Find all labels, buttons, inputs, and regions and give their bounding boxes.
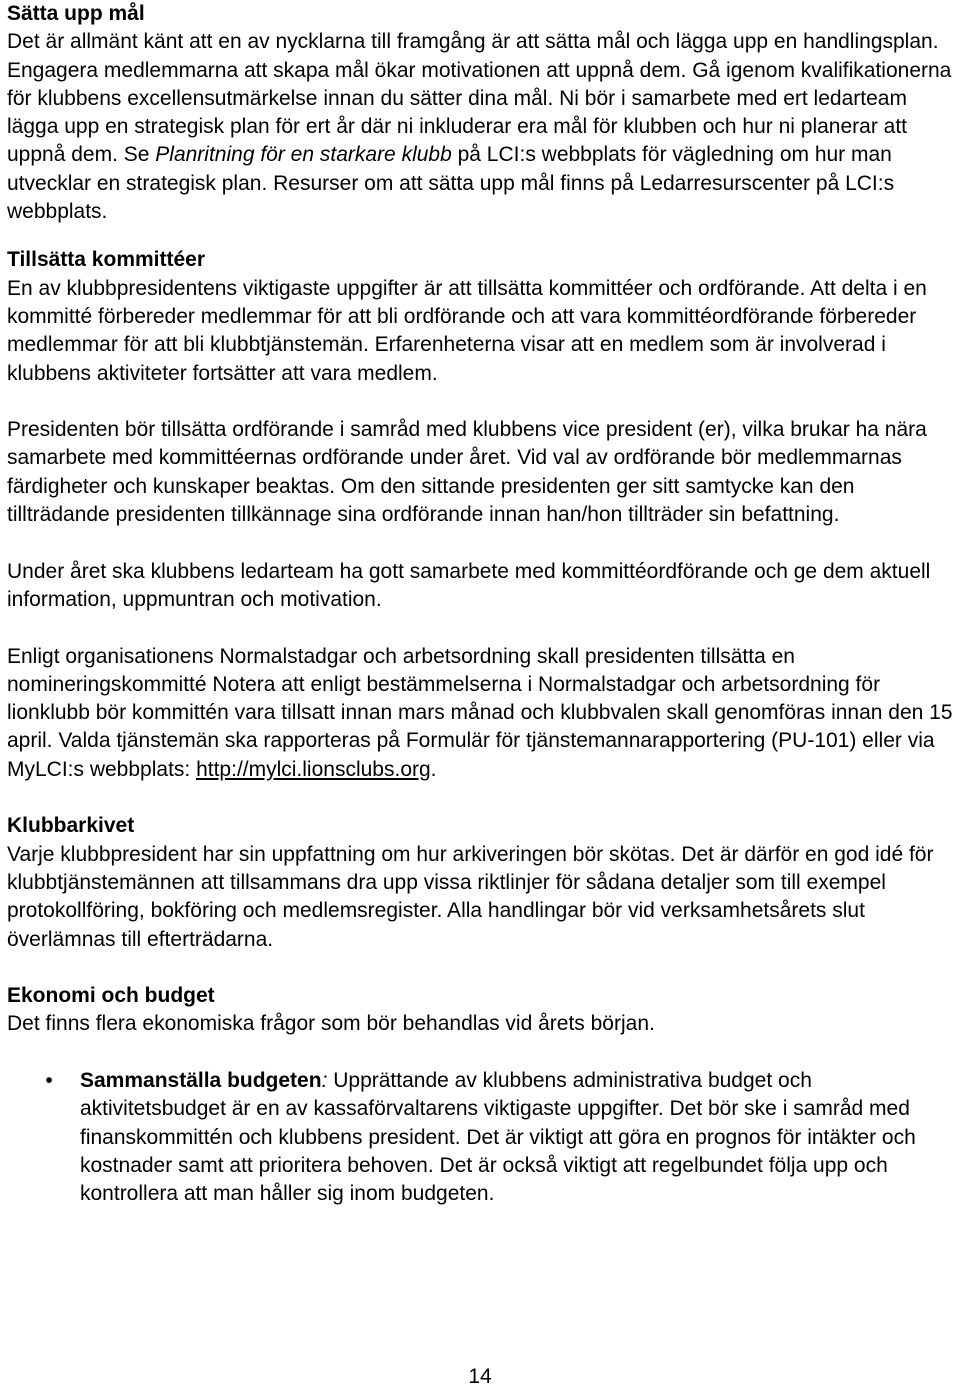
section-archive [7,812,957,953]
bullet-list [7,1067,957,1208]
publication-title: Planritning för en starkare klubb [155,143,452,167]
document-page [7,0,957,1208]
section-economy [7,982,957,1208]
page-footer [0,1364,960,1390]
paragraph: Under året ska klubbens ledarteam ha gott samarbete med kommittéordförande och ge dem aktuell information, uppmuntran och motivation. [7,559,931,611]
paragraph [7,643,957,784]
list-item [7,1067,957,1208]
list-item-colon: : [321,1068,328,1092]
paragraph-text: . [430,757,437,781]
paragraph: Varje klubbpresident har sin uppfattning om hur arkiveringen bör skötas. Det är därför en god idé för klubbtjänstemännen att tillsammans dra upp vissa riktlinjer för sådana detaljer som till exempel protokollföring, bokföring och medlemsregister. Alla handlingar bör vid verksamhetsårets slut överlämnas till efterträdarna. [7,842,934,951]
paragraph: Presidenten bör tillsätta ordförande i samråd med klubbens vice president (er), vilka brukar ha nära samarbete med kommittéernas ordförande under året. Vid val av ordförande bör medlemmarnas färdigheter och kunskaper beaktas. Om den sittande presidenten ger sitt samtycke kan den tillträdande presidenten tillkännage sina ordförande innan han/hon tillträder sin befattning. [7,418,927,527]
mylci-link[interactable]: http://mylci.lionsclubs.org [196,757,431,781]
list-item-lead: Sammanställa budgeten [80,1068,322,1092]
list-item-text: Upprättande av klubbens administrativa budget och aktivitetsbudget är en av kassaförvaltarens viktigaste uppgifter. Det bör ske i samråd med finanskommittén och klubbens president. Det är viktigt att göra en prognos för intäkter och kostnader samt att prioritera behoven. Det är också viktigt att regelbundet följa upp och kontrollera att man håller sig inom budgeten. [80,1068,916,1206]
section-heading: Klubbarkivet [7,814,135,838]
bullet-marker: • [45,1068,53,1092]
section-heading: Ekonomi och budget [7,984,215,1008]
paragraph: Det finns flera ekonomiska frågor som bör behandlas vid årets början. [7,1012,655,1036]
page-number: 14 [468,1365,492,1388]
paragraph-text: på LCI:s webbplats för vägledning om hur man utvecklar en strategisk plan. Resurser om att sätta upp mål finns på Ledarresurscenter på LCI:s webbplats. [7,143,895,224]
paragraph [7,28,957,226]
paragraph: En av klubbpresidentens viktigaste uppgifter är att tillsätta kommittéer och ordförande. Att delta i en kommitté förbereder medlemmar för att bli ordförande och att vara kommittéordförande förbereder medlemmar för att bli klubbtjänstemän. Erfarenheterna visar att en medlem som är involverad i klubbens aktiviteter fortsätter att vara medlem. [7,276,927,385]
paragraph-text: Det är allmänt känt att en av nycklarna till framgång är att sätta mål och lägga upp en handlingsplan. Engagera medlemmarna att skapa mål ökar motivationen att uppnå dem. Gå igenom kvalifikationerna för klubbens excellensutmärkelse innan du sätter dina mål. Ni bör i samarbete med ert ledarteam lägga upp en strategisk plan för ert år där ni inkluderar era mål för klubben och hur ni planerar att uppnå dem. Se [7,30,952,167]
section-goals [7,0,957,226]
section-committees [7,246,957,784]
section-heading: Sätta upp mål [7,2,145,25]
section-heading: Tillsätta kommittéer [7,248,206,272]
paragraph-text: Enligt organisationens Normalstadgar och arbetsordning skall presidenten tillsätta en nomineringskommitté Notera att enligt bestämmelserna i Normalstadgar och arbetsordning för lionklubb bör kommittén vara tillsatt innan mars månad och klubbvalen skall genomföras innan den 15 april. Valda tjänstemän ska rapporteras på Formulär för tjänstemannarapportering (PU-101) eller via MyLCI:s webbplats: [7,644,953,781]
